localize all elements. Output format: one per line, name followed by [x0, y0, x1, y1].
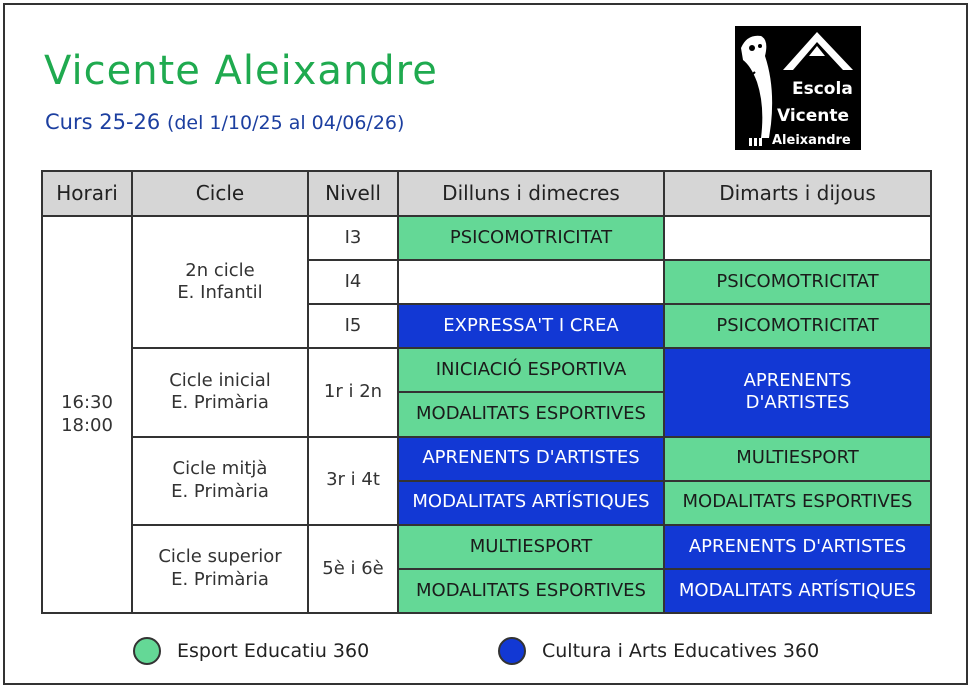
cycle-stage: E. Primària [171, 480, 269, 502]
schedule-hours [42, 216, 132, 613]
activity-cell: EXPRESSA'T I CREA [398, 304, 664, 348]
empty-cell [398, 260, 664, 304]
course-dates: (del 1/10/25 al 04/06/26) [166, 112, 405, 134]
cycle-name: 2n cicle [185, 259, 255, 281]
activity-cell: APRENENTS D'ARTISTES [398, 437, 664, 481]
header-nivell: Nivell [308, 171, 398, 216]
page-title: Vicente Aleixandre [44, 48, 438, 94]
legend-label: Esport Educatiu 360 [177, 640, 370, 662]
logo-line-3: Aleixandre [772, 133, 851, 148]
table-row [42, 525, 931, 569]
cycle-superior [132, 525, 308, 613]
activity-line: APRENENTS [743, 369, 852, 391]
cycle-mitja [132, 437, 308, 525]
empty-cell [664, 216, 931, 260]
hour-end: 18:00 [61, 414, 113, 436]
table-row [42, 216, 931, 260]
activity-line: D'ARTISTES [745, 392, 850, 414]
cycle-inicial [132, 348, 308, 436]
header-tue-thu: Dimarts i dijous [664, 171, 931, 216]
activity-cell: MODALITATS ESPORTIVES [398, 569, 664, 613]
activity-cell [664, 348, 931, 436]
header-cicle: Cicle [132, 171, 308, 216]
logo-line-1: Escola [792, 79, 853, 99]
cycle-stage: E. Primària [171, 568, 269, 590]
activity-cell: MODALITATS ARTÍSTIQUES [398, 481, 664, 525]
cycle-name: Cicle mitjà [172, 458, 268, 480]
table-header-row [42, 171, 931, 216]
table-row [42, 437, 931, 481]
legend-dot-blue [498, 637, 526, 665]
subtitle [45, 110, 404, 134]
level-i4: I4 [308, 260, 398, 304]
header-horari: Horari [42, 171, 132, 216]
level-i3: I3 [308, 216, 398, 260]
legend-esport [133, 637, 369, 665]
level-1r-2n: 1r i 2n [308, 348, 398, 436]
logo-line-2: Vicente [777, 106, 850, 126]
activity-cell: INICIACIÓ ESPORTIVA [398, 348, 664, 392]
level-i5: I5 [308, 304, 398, 348]
activity-cell: PSICOMOTRICITAT [398, 216, 664, 260]
activity-cell: PSICOMOTRICITAT [664, 260, 931, 304]
hour-start: 16:30 [61, 392, 113, 414]
activity-cell: MODALITATS ESPORTIVES [664, 481, 931, 525]
school-logo [735, 26, 861, 150]
schedule-table [41, 170, 932, 614]
cycle-name: Cicle superior [158, 546, 282, 568]
table-row [42, 348, 931, 392]
activity-cell: PSICOMOTRICITAT [664, 304, 931, 348]
activity-cell: MODALITATS ARTÍSTIQUES [664, 569, 931, 613]
cycle-infantil [132, 216, 308, 348]
legend-label: Cultura i Arts Educatives 360 [542, 640, 820, 662]
activity-cell: APRENENTS D'ARTISTES [664, 525, 931, 569]
activity-cell: MULTIESPORT [664, 437, 931, 481]
cycle-stage: E. Infantil [177, 282, 263, 304]
activity-cell: MULTIESPORT [398, 525, 664, 569]
level-5e-6e: 5è i 6è [308, 525, 398, 613]
legend-cultura [498, 637, 819, 665]
activity-cell: MODALITATS ESPORTIVES [398, 392, 664, 436]
legend-dot-green [133, 637, 161, 665]
course-label: Curs 25-26 [45, 110, 161, 134]
header-mon-wed: Dilluns i dimecres [398, 171, 664, 216]
cycle-name: Cicle inicial [169, 369, 271, 391]
level-3r-4t: 3r i 4t [308, 437, 398, 525]
cycle-stage: E. Primària [171, 392, 269, 414]
